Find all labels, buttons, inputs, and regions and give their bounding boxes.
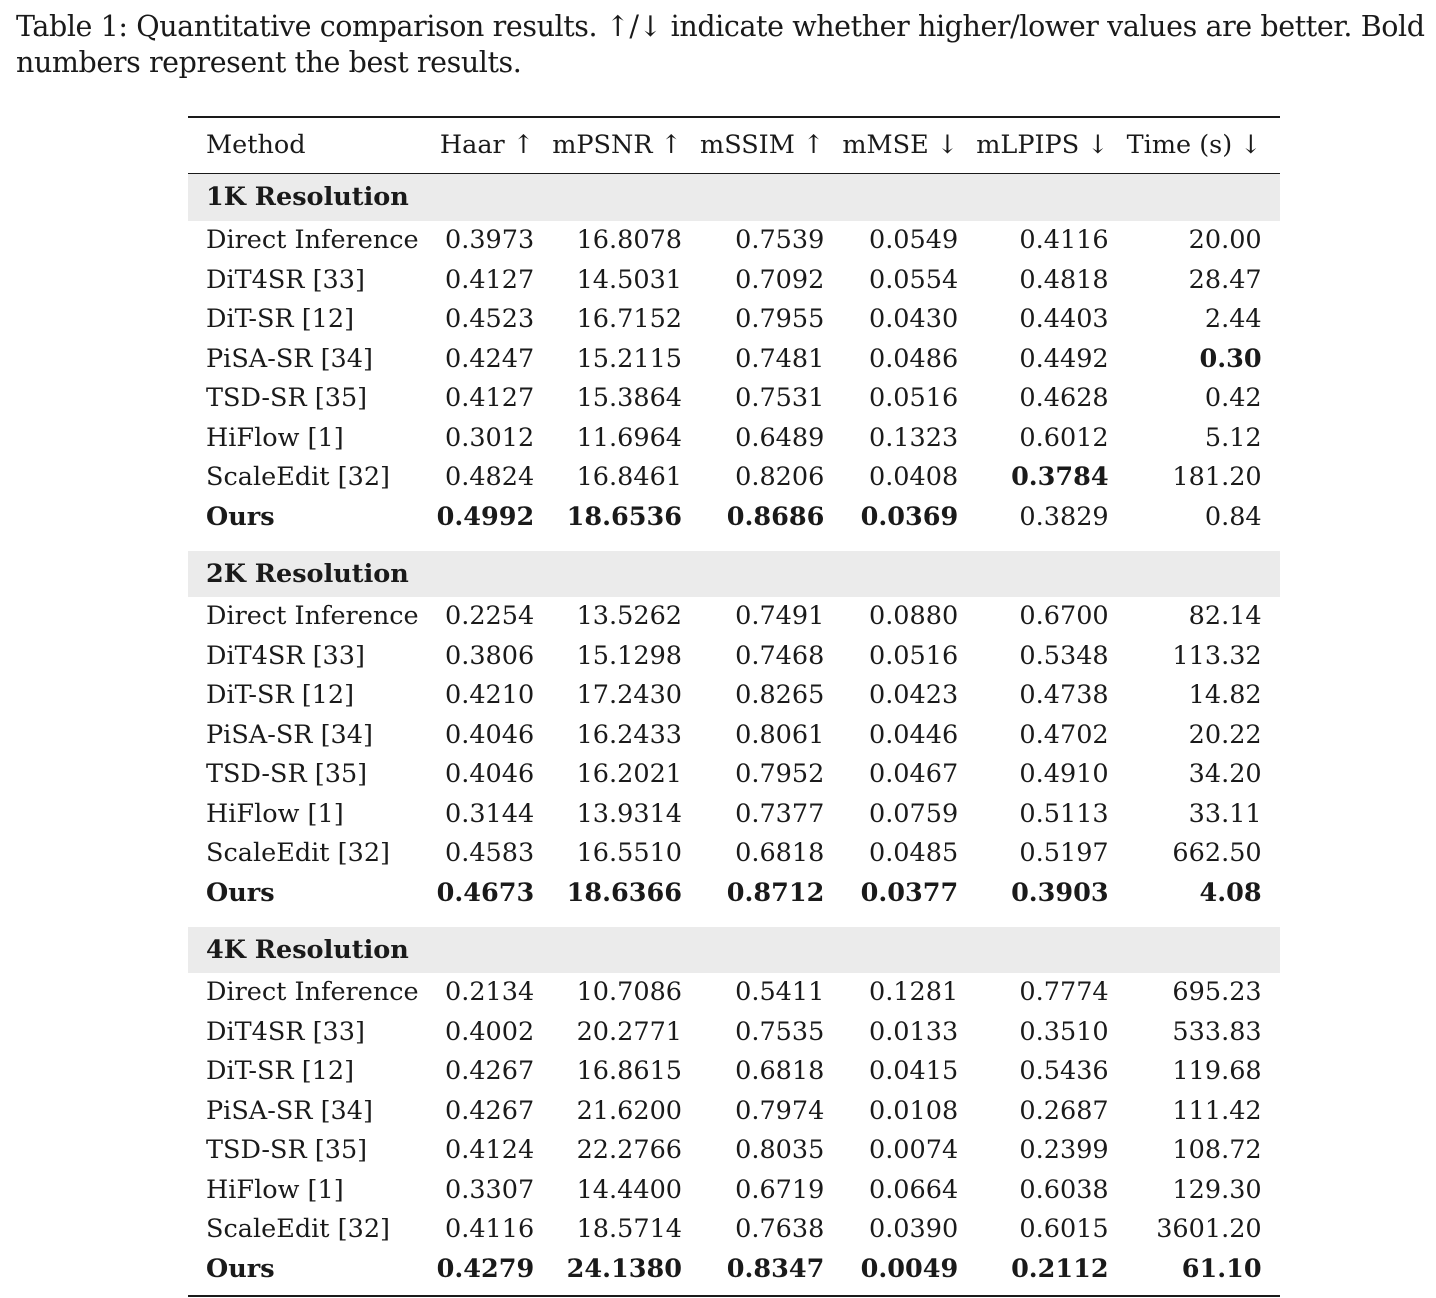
header-row (188, 117, 1280, 173)
haar-cell: 0.4267 (444, 1056, 535, 1087)
haar-cell: 0.4267 (444, 1095, 535, 1126)
table-row (188, 379, 1280, 419)
table-row (188, 221, 1280, 261)
time-cell: 662.50 (1172, 838, 1262, 869)
mpsnr-cell: 18.6536 (566, 501, 683, 532)
table-row (188, 497, 1280, 537)
haar-cell: 0.2254 (444, 601, 535, 632)
method-cell: TSD-SR [35] (206, 759, 368, 790)
mssim-cell: 0.6489 (735, 422, 825, 453)
mmse-cell: 0.0423 (868, 680, 959, 711)
time-cell: 34.20 (1188, 759, 1262, 790)
table-row (188, 260, 1280, 300)
mpsnr-cell: 17.2430 (576, 680, 683, 711)
mmse-cell: 0.0390 (868, 1214, 959, 1245)
time-cell: 5.12 (1204, 422, 1262, 453)
haar-cell: 0.4523 (444, 304, 535, 335)
table-row (188, 1131, 1280, 1171)
mpsnr-cell: 18.5714 (576, 1214, 683, 1245)
haar-cell: 0.4127 (444, 383, 535, 414)
mpsnr-cell: 16.7152 (576, 304, 683, 335)
column-header-haar: Haar ↑ (437, 117, 553, 173)
mssim-cell: 0.7535 (735, 1016, 825, 1047)
mmse-cell: 0.0880 (868, 601, 959, 632)
section-spacer (188, 913, 1280, 927)
haar-cell: 0.4002 (444, 1016, 535, 1047)
mlpips-cell: 0.4492 (1019, 343, 1109, 374)
mlpips-cell: 0.5436 (1019, 1056, 1109, 1087)
mlpips-cell: 0.4116 (1019, 225, 1109, 256)
time-cell: 14.82 (1188, 680, 1262, 711)
mssim-cell: 0.7955 (735, 304, 825, 335)
mpsnr-cell: 11.6964 (576, 422, 683, 453)
mssim-cell: 0.8712 (726, 877, 825, 908)
time-cell: 61.10 (1181, 1253, 1262, 1284)
time-cell: 181.20 (1172, 462, 1262, 493)
method-cell: DiT-SR [12] (206, 1056, 355, 1087)
time-cell: 3601.20 (1156, 1214, 1262, 1245)
mpsnr-cell: 10.7086 (576, 977, 683, 1008)
mlpips-cell: 0.6038 (1019, 1174, 1109, 1205)
method-cell: ScaleEdit [32] (206, 1214, 390, 1245)
method-cell: TSD-SR [35] (206, 383, 368, 414)
haar-cell: 0.4673 (436, 877, 535, 908)
mmse-cell: 0.0108 (868, 1095, 959, 1126)
mpsnr-cell: 13.9314 (576, 798, 683, 829)
mmse-cell: 0.0554 (868, 264, 959, 295)
time-cell: 2.44 (1204, 304, 1262, 335)
mpsnr-cell: 22.2766 (576, 1135, 683, 1166)
mpsnr-cell: 14.4400 (576, 1174, 683, 1205)
table-row (188, 418, 1280, 458)
mmse-cell: 0.0049 (860, 1253, 959, 1284)
mpsnr-cell: 15.2115 (576, 343, 683, 374)
mpsnr-cell: 15.3864 (576, 383, 683, 414)
mssim-cell: 0.8035 (735, 1135, 825, 1166)
mmse-cell: 0.0549 (868, 225, 959, 256)
mpsnr-cell: 16.8615 (576, 1056, 683, 1087)
table-row (188, 755, 1280, 795)
method-cell: Direct Inference (206, 601, 419, 632)
column-header-method: Method (188, 117, 437, 173)
haar-cell: 0.4210 (444, 680, 535, 711)
mssim-cell: 0.7377 (735, 798, 825, 829)
method-cell: PiSA-SR [34] (206, 1095, 373, 1126)
table-row (188, 973, 1280, 1013)
results-table (188, 116, 1280, 1297)
method-cell: Ours (206, 877, 275, 908)
method-cell: Ours (206, 1253, 275, 1284)
mmse-cell: 0.0408 (868, 462, 959, 493)
table-caption: Table 1: Quantitative comparison results. ↑/↓ indicate whether higher/lower values are better. Bold numbers represent the best results. (16, 10, 1425, 79)
mmse-cell: 0.0074 (868, 1135, 959, 1166)
section-title: 4K Resolution (188, 927, 1280, 973)
mmse-cell: 0.0516 (868, 640, 959, 671)
section-header-row (188, 173, 1280, 221)
mlpips-cell: 0.6015 (1019, 1214, 1109, 1245)
haar-cell: 0.4824 (444, 462, 535, 493)
mssim-cell: 0.6818 (735, 1056, 825, 1087)
table-row (188, 1091, 1280, 1131)
table-row (188, 1249, 1280, 1289)
haar-cell: 0.4583 (444, 838, 535, 869)
mpsnr-cell: 16.8078 (576, 225, 683, 256)
table-row (188, 597, 1280, 637)
mlpips-cell: 0.5348 (1019, 640, 1109, 671)
mpsnr-cell: 20.2771 (576, 1016, 683, 1047)
method-cell: DiT-SR [12] (206, 680, 355, 711)
mmse-cell: 0.0485 (868, 838, 959, 869)
section-header-row (188, 551, 1280, 597)
mpsnr-cell: 16.2021 (576, 759, 683, 790)
mpsnr-cell: 16.5510 (576, 838, 683, 869)
method-cell: DiT4SR [33] (206, 1016, 365, 1047)
mlpips-cell: 0.3903 (1011, 877, 1109, 908)
mmse-cell: 0.0377 (860, 877, 959, 908)
mlpips-cell: 0.3510 (1019, 1016, 1109, 1047)
mlpips-cell: 0.6700 (1019, 601, 1109, 632)
method-cell: Direct Inference (206, 225, 419, 256)
mlpips-cell: 0.6012 (1019, 422, 1109, 453)
table-row (188, 1170, 1280, 1210)
method-cell: HiFlow [1] (206, 1174, 344, 1205)
mpsnr-cell: 15.1298 (576, 640, 683, 671)
mlpips-cell: 0.7774 (1019, 977, 1109, 1008)
mpsnr-cell: 21.6200 (576, 1095, 683, 1126)
haar-cell: 0.4247 (444, 343, 535, 374)
table-row (188, 1012, 1280, 1052)
mpsnr-cell: 13.5262 (576, 601, 683, 632)
column-header-mlpips: mLPIPS ↓ (976, 117, 1126, 173)
mlpips-cell: 0.2687 (1019, 1095, 1109, 1126)
table-row (188, 834, 1280, 874)
mmse-cell: 0.0415 (868, 1056, 959, 1087)
method-cell: HiFlow [1] (206, 422, 344, 453)
mssim-cell: 0.7531 (735, 383, 825, 414)
mssim-cell: 0.7638 (735, 1214, 825, 1245)
haar-cell: 0.4124 (444, 1135, 535, 1166)
table-row (188, 458, 1280, 498)
time-cell: 20.00 (1188, 225, 1262, 256)
mpsnr-cell: 24.1380 (566, 1253, 683, 1284)
mssim-cell: 0.8686 (726, 501, 825, 532)
time-cell: 111.42 (1172, 1095, 1262, 1126)
table-body (188, 173, 1280, 1296)
haar-cell: 0.4127 (444, 264, 535, 295)
table-bottom-rule (188, 1289, 1280, 1296)
section-spacer (188, 537, 1280, 551)
mssim-cell: 0.7092 (735, 264, 825, 295)
method-cell: Direct Inference (206, 977, 419, 1008)
haar-cell: 0.3806 (444, 640, 535, 671)
mssim-cell: 0.8347 (726, 1253, 825, 1284)
haar-cell: 0.3144 (444, 798, 535, 829)
haar-cell: 0.4279 (436, 1253, 535, 1284)
mssim-cell: 0.7491 (735, 601, 825, 632)
time-cell: 0.42 (1204, 383, 1262, 414)
mlpips-cell: 0.5197 (1019, 838, 1109, 869)
table-row (188, 676, 1280, 716)
method-cell: HiFlow [1] (206, 798, 344, 829)
mmse-cell: 0.0664 (868, 1174, 959, 1205)
mlpips-cell: 0.4910 (1019, 759, 1109, 790)
column-header-mmse: mMSE ↓ (842, 117, 976, 173)
table-row (188, 794, 1280, 834)
mlpips-cell: 0.2112 (1011, 1253, 1109, 1284)
method-cell: PiSA-SR [34] (206, 343, 373, 374)
mmse-cell: 0.0430 (868, 304, 959, 335)
time-cell: 82.14 (1188, 601, 1262, 632)
mssim-cell: 0.8061 (735, 719, 825, 750)
haar-cell: 0.3012 (444, 422, 535, 453)
time-cell: 108.72 (1172, 1135, 1262, 1166)
table-row (188, 300, 1280, 340)
time-cell: 695.23 (1172, 977, 1262, 1008)
mmse-cell: 0.0467 (868, 759, 959, 790)
mlpips-cell: 0.4628 (1019, 383, 1109, 414)
mssim-cell: 0.6719 (735, 1174, 825, 1205)
haar-cell: 0.3307 (444, 1174, 535, 1205)
time-cell: 20.22 (1188, 719, 1262, 750)
time-cell: 0.84 (1204, 501, 1262, 532)
mssim-cell: 0.8265 (735, 680, 825, 711)
mlpips-cell: 0.4702 (1019, 719, 1109, 750)
haar-cell: 0.4046 (444, 759, 535, 790)
time-cell: 113.32 (1172, 640, 1262, 671)
haar-cell: 0.4992 (436, 501, 535, 532)
mssim-cell: 0.5411 (735, 977, 825, 1008)
mssim-cell: 0.7481 (735, 343, 825, 374)
table-row (188, 715, 1280, 755)
method-cell: PiSA-SR [34] (206, 719, 373, 750)
method-cell: DiT4SR [33] (206, 640, 365, 671)
column-header-mssim: mSSIM ↑ (700, 117, 842, 173)
mssim-cell: 0.6818 (735, 838, 825, 869)
method-cell: DiT4SR [33] (206, 264, 365, 295)
time-cell: 28.47 (1188, 264, 1262, 295)
mlpips-cell: 0.3784 (1011, 462, 1109, 493)
mssim-cell: 0.7952 (735, 759, 825, 790)
mlpips-cell: 0.2399 (1019, 1135, 1109, 1166)
mmse-cell: 0.0759 (868, 798, 959, 829)
method-cell: TSD-SR [35] (206, 1135, 368, 1166)
haar-cell: 0.2134 (444, 977, 535, 1008)
mmse-cell: 0.0516 (868, 383, 959, 414)
time-cell: 0.30 (1199, 343, 1262, 374)
table-row (188, 873, 1280, 913)
table-row (188, 339, 1280, 379)
mmse-cell: 0.1323 (868, 422, 959, 453)
section-title: 2K Resolution (188, 551, 1280, 597)
time-cell: 33.11 (1188, 798, 1262, 829)
table-row (188, 636, 1280, 676)
mpsnr-cell: 14.5031 (576, 264, 683, 295)
table-row (188, 1052, 1280, 1092)
mssim-cell: 0.7468 (735, 640, 825, 671)
mssim-cell: 0.7974 (735, 1095, 825, 1126)
method-cell: ScaleEdit [32] (206, 462, 390, 493)
method-cell: Ours (206, 501, 275, 532)
mmse-cell: 0.0446 (868, 719, 959, 750)
mssim-cell: 0.8206 (735, 462, 825, 493)
method-cell: ScaleEdit [32] (206, 838, 390, 869)
mlpips-cell: 0.4403 (1019, 304, 1109, 335)
time-cell: 119.68 (1172, 1056, 1262, 1087)
column-header-time: Time (s) ↓ (1127, 117, 1280, 173)
mssim-cell: 0.7539 (735, 225, 825, 256)
mlpips-cell: 0.4738 (1019, 680, 1109, 711)
table-row (188, 1210, 1280, 1250)
time-cell: 129.30 (1172, 1174, 1262, 1205)
haar-cell: 0.4116 (444, 1214, 535, 1245)
mlpips-cell: 0.4818 (1019, 264, 1109, 295)
mmse-cell: 0.0369 (860, 501, 959, 532)
mmse-cell: 0.1281 (868, 977, 959, 1008)
haar-cell: 0.4046 (444, 719, 535, 750)
time-cell: 4.08 (1199, 877, 1262, 908)
haar-cell: 0.3973 (444, 225, 535, 256)
section-header-row (188, 927, 1280, 973)
method-cell: DiT-SR [12] (206, 304, 355, 335)
mpsnr-cell: 16.8461 (576, 462, 683, 493)
time-cell: 533.83 (1172, 1016, 1262, 1047)
mlpips-cell: 0.5113 (1019, 798, 1109, 829)
mpsnr-cell: 18.6366 (566, 877, 683, 908)
mmse-cell: 0.0133 (868, 1016, 959, 1047)
column-header-mpsnr: mPSNR ↑ (552, 117, 700, 173)
section-title: 1K Resolution (188, 173, 1280, 221)
mmse-cell: 0.0486 (868, 343, 959, 374)
mlpips-cell: 0.3829 (1019, 501, 1109, 532)
mpsnr-cell: 16.2433 (576, 719, 683, 750)
